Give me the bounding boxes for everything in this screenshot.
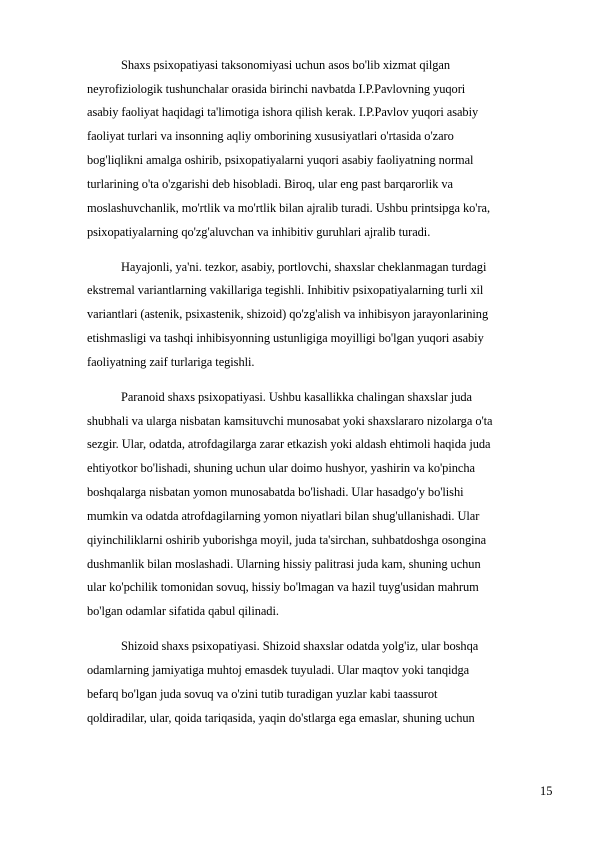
paragraph-3-line-2: shubhali va ularga nisbatan kamsituvchi munosabat yoki shaxslararo nizolarga o'ta: [87, 414, 493, 428]
paragraph-3-line-3: sezgir. Ular, odatda, atrofdagilarga zarar etkazish yoki aldash ehtimoli haqida juda: [87, 437, 491, 451]
paragraph-3-line-5: boshqalarga nisbatan yomon munosabatda bo'lishadi. Ular hasadgo'y bo'lishi: [87, 485, 464, 499]
paragraph-3-line-8: dushmanlik bilan moslashadi. Ularning hissiy palitrasi juda kam, shuning uchun: [87, 557, 481, 571]
paragraph-3-line-4: ehtiyotkor bo'lishadi, shuning uchun ular doimo hushyor, yashirin va ko'pincha: [87, 461, 475, 475]
paragraph-1-line-5: bog'liqlikni amalga oshirib, psixopatiyalarni yuqori asabiy faoliyatning normal: [87, 153, 474, 167]
paragraph-4-line-2: odamlarning jamiyatiga muhtoj emasdek tuyuladi. Ular maqtov yoki tanqidga: [87, 663, 470, 677]
paragraph-1-line-1: Shaxs psixopatiyasi taksonomiyasi uchun asos bo'lib xizmat qilgan: [121, 58, 451, 72]
paragraph-4-line-4: qoldiradilar, ular, qoida tariqasida, yaqin do'stlarga ega emaslar, shuning uchun: [87, 711, 475, 725]
paragraph-4-line-3: befarq bo'lgan juda sovuq va o'zini tutib turadigan yuzlar kabi taassurot: [87, 687, 438, 701]
paragraph-2-line-1: Hayajonli, ya'ni. tezkor, asabiy, portlovchi, shaxslar cheklanmagan turdagi: [121, 260, 487, 274]
paragraph-1-line-2: neyrofiziologik tushunchalar orasida birinchi navbatda I.P.Pavlovning yuqori: [87, 82, 466, 96]
paragraph-2-line-5: faoliyatning zaif turlariga tegishli.: [87, 355, 255, 369]
paragraph-1-line-6: turlarining o'ta o'zgarishi deb hisobladi. Biroq, ular eng past barqarorlik va: [87, 177, 453, 191]
paragraph-2-line-2: ekstremal variantlarning vakillariga tegishli. Inhibitiv psixopatiyalarning turli xil: [87, 283, 484, 297]
paragraph-1-line-3: asabiy faoliyat haqidagi ta'limotiga ishora qilish kerak. I.P.Pavlov yuqori asabiy: [87, 105, 479, 119]
paragraph-2-line-4: etishmasligi va tashqi inhibisyonning ustunligiga moyilligi bo'lgan yuqori asabiy: [87, 331, 484, 345]
paragraph-1-line-4: faoliyat turlari va insonning aqliy omborining xususiyatlari o'rtasida o'zaro: [87, 129, 454, 143]
paragraph-4-line-1: Shizoid shaxs psixopatiyasi. Shizoid shaxslar odatda yolg'iz, ular boshqa: [121, 639, 479, 653]
paragraph-3-line-9: ular ko'pchilik tomonidan sovuq, hissiy bo'lmagan va hazil tuyg'usidan mahrum: [87, 580, 479, 594]
page-number: 15: [540, 784, 553, 798]
paragraph-2-line-3: variantlari (astenik, psixastenik, shizoid) qo'zg'alish va inhibisyon jarayonlarining: [87, 307, 489, 321]
paragraph-1-line-8: psixopatiyalarning qo'zg'aluvchan va inhibitiv guruhlari ajralib turadi.: [87, 225, 431, 239]
paragraph-3-line-1: Paranoid shaxs psixopatiyasi. Ushbu kasallikka chalingan shaxslar juda: [121, 390, 472, 404]
paragraph-1-line-7: moslashuvchanlik, mo'rtlik va mo'rtlik bilan ajralib turadi. Ushbu printsipga ko'ra,: [87, 201, 491, 215]
paragraph-3-line-10: bo'lgan odamlar sifatida qabul qilinadi.: [87, 604, 279, 618]
paragraph-3-line-7: qiyinchiliklarni oshirib yuborishga moyil, juda ta'sirchan, suhbatdoshga osongina: [87, 533, 487, 547]
paragraph-3-line-6: mumkin va odatda atrofdagilarning yomon niyatlari bilan shug'ullanishadi. Ular: [87, 509, 480, 523]
